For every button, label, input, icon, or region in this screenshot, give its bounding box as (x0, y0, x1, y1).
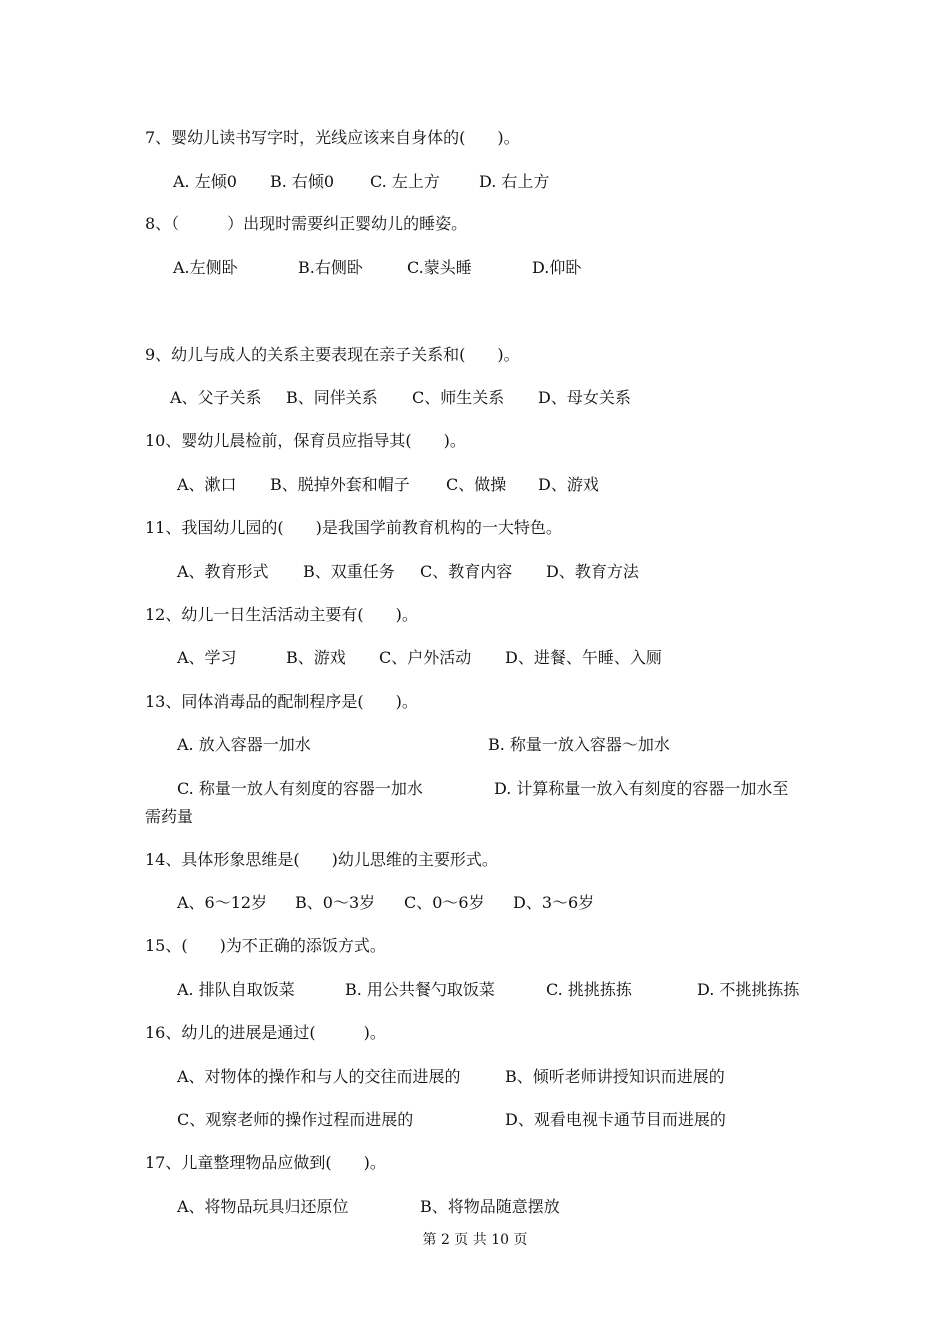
page-footer: 第 2 页 共 10 页 (422, 1232, 528, 1248)
question-12-stem: 12、幼儿一日生活活动主要有( )。 (145, 605, 418, 624)
question-7-option-b: B. 右倾0 (270, 172, 335, 191)
question-14-option-a: A、6～12岁 (177, 893, 268, 912)
question-9-stem: 9、幼儿与成人的关系主要表现在亲子关系和( )。 (145, 345, 520, 364)
question-15-option-b: B. 用公共餐勺取饭菜 (345, 980, 495, 999)
question-10-option-b: B、脱掉外套和帽子 (270, 475, 410, 494)
question-14-option-b: B、0～3岁 (295, 893, 376, 912)
question-9-option-d: D、母女关系 (538, 388, 631, 407)
question-8-stem: 8、（ ）出现时需要纠正婴幼儿的睡姿。 (145, 214, 468, 233)
question-12-option-a: A、学习 (177, 648, 237, 667)
question-15-option-a: A. 排队自取饭菜 (177, 980, 295, 999)
question-13-option-c: C. 称量一放人有刻度的容器一加水 (177, 779, 423, 798)
question-11-option-d: D、教育方法 (546, 562, 639, 581)
question-7-stem: 7、婴幼儿读书写字时，光线应该来自身体的( )。 (145, 128, 520, 147)
question-11-option-a: A、教育形式 (177, 562, 269, 581)
question-8-option-b: B.右侧卧 (298, 258, 363, 277)
question-11-option-c: C、教育内容 (420, 562, 513, 581)
question-7-option-a: A. 左倾0 (173, 172, 237, 191)
question-10-option-d: D、游戏 (538, 475, 599, 494)
question-7-option-d: D. 右上方 (479, 172, 550, 191)
question-16-option-b: B、倾听老师讲授知识而进展的 (505, 1067, 725, 1086)
question-10-option-a: A、漱口 (177, 475, 237, 494)
question-14-option-c: C、0～6岁 (404, 893, 485, 912)
question-13-option-a: A. 放入容器一加水 (177, 735, 311, 754)
question-17-stem: 17、儿童整理物品应做到( )。 (145, 1153, 386, 1172)
question-8-option-c: C.蒙头睡 (407, 258, 472, 277)
question-13-option-d: D. 计算称量一放入有刻度的容器一加水至 (494, 779, 789, 798)
question-16-option-c: C、观察老师的操作过程而进展的 (177, 1110, 414, 1129)
question-12-option-c: C、户外活动 (379, 648, 472, 667)
question-9-option-a: A、父子关系 (170, 388, 262, 407)
question-15-option-c: C. 挑挑拣拣 (546, 980, 632, 999)
question-13-option-d-continuation: 需药量 (145, 807, 194, 826)
question-15-stem: 15、( )为不正确的添饭方式。 (145, 936, 386, 955)
question-13-stem: 13、同体消毒品的配制程序是( )。 (145, 692, 418, 711)
question-12-option-d: D、进餐、午睡、入厕 (505, 648, 662, 667)
question-15-option-d: D. 不挑挑拣拣 (697, 980, 800, 999)
question-17-option-b: B、将物品随意摆放 (420, 1197, 560, 1216)
question-14-stem: 14、具体形象思维是( )幼儿思维的主要形式。 (145, 850, 498, 869)
question-9-option-c: C、师生关系 (412, 388, 505, 407)
question-9-option-b: B、同伴关系 (286, 388, 378, 407)
question-8-option-d: D.仰卧 (532, 258, 582, 277)
question-7-option-c: C. 左上方 (370, 172, 440, 191)
question-17-option-a: A、将物品玩具归还原位 (177, 1197, 349, 1216)
question-14-option-d: D、3～6岁 (513, 893, 595, 912)
question-8-option-a: A.左侧卧 (173, 258, 238, 277)
question-10-option-c: C、做操 (446, 475, 507, 494)
question-12-option-b: B、游戏 (286, 648, 346, 667)
question-16-stem: 16、幼儿的进展是通过( )。 (145, 1023, 386, 1042)
question-16-option-a: A、对物体的操作和与人的交往而进展的 (177, 1067, 461, 1086)
question-16-option-d: D、观看电视卡通节目而进展的 (505, 1110, 726, 1129)
question-10-stem: 10、婴幼儿晨检前，保育员应指导其( )。 (145, 431, 466, 450)
question-13-option-b: B. 称量一放入容器～加水 (488, 735, 670, 754)
question-11-stem: 11、我国幼儿园的( )是我国学前教育机构的一大特色。 (145, 518, 562, 537)
question-11-option-b: B、双重任务 (303, 562, 395, 581)
